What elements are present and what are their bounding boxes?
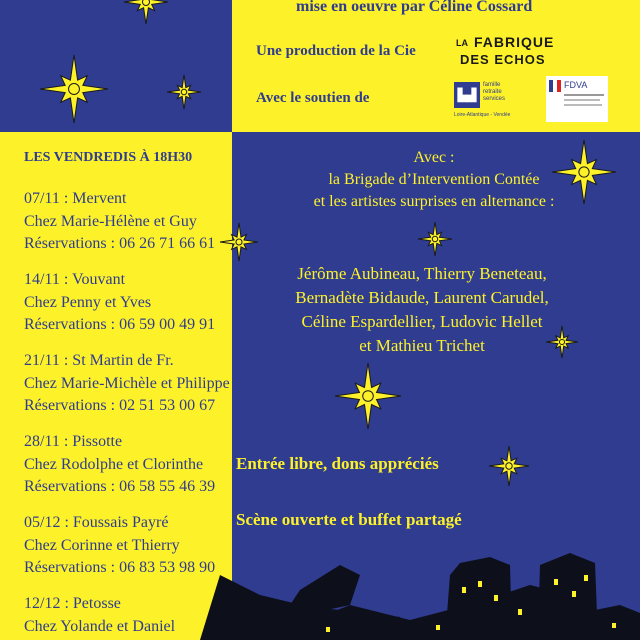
french-flag-icon <box>549 80 561 92</box>
cast-intro-line: la Brigade d’Intervention Contée <box>328 171 540 188</box>
star-icon <box>546 326 578 358</box>
event-reservation: Réservations : 06 58 55 46 39 <box>24 478 216 495</box>
event-date: 05/12 : Foussais Payré <box>24 514 169 531</box>
fdva-logo-line <box>564 104 602 106</box>
event-host: Chez Corinne et Thierry <box>24 537 180 554</box>
event-date: 14/11 : Vouvant <box>24 271 126 288</box>
artist-line: et Mathieu Trichet <box>359 336 485 355</box>
building-shape <box>595 605 640 640</box>
event-host: Chez Marie-Hélène et Guy <box>24 213 197 230</box>
fabrique-logo-line2: DES ECHOS <box>460 52 546 67</box>
star-icon <box>220 223 258 261</box>
event-reservation: Réservations : 06 59 00 49 91 <box>24 316 216 333</box>
event-reservation: Réservations : 06 83 53 98 90 <box>24 559 216 576</box>
tower-shape <box>538 553 598 640</box>
fabrique-logo-prefix: LA <box>456 38 468 48</box>
schedule-heading: LES VENDREDIS À 18H30 <box>24 150 193 165</box>
udaf-logo-text: famille retraite services <box>483 82 506 102</box>
udaf-logo-caption: Loire-Atlantique - Vendée <box>454 112 511 118</box>
event-host: Chez Penny et Yves <box>24 294 152 311</box>
event-date: 07/11 : Mervent <box>24 190 127 207</box>
artist-line: Jérôme Aubineau, Thierry Beneteau, <box>297 264 547 283</box>
event-date: 28/11 : Pissotte <box>24 433 123 450</box>
event-host: Chez Rodolphe et Clorinthe <box>24 456 204 473</box>
top-left-blue-panel <box>0 0 232 132</box>
artist-line: Céline Espardellier, Ludovic Hellet <box>301 312 543 331</box>
star-icon <box>489 446 529 486</box>
star-icon <box>167 75 201 109</box>
fdva-logo-text: FDVA <box>564 80 588 90</box>
star-icon <box>418 222 452 256</box>
cast-intro-line: Avec : <box>413 149 455 166</box>
fabrique-des-echos-logo <box>456 34 580 74</box>
artist-line: Bernadète Bidaude, Laurent Carudel, <box>295 288 549 307</box>
star-icon <box>40 55 108 123</box>
fabrique-logo-line1: FABRIQUE <box>474 34 555 50</box>
event-date: 12/12 : Petosse <box>24 595 121 612</box>
fdva-logo <box>546 76 608 122</box>
production-credit: Une production de la Cie <box>256 43 416 59</box>
udaf-logo <box>452 80 540 122</box>
udaf-logo-mark: ▙▟ <box>454 82 480 108</box>
direction-credit: mise en oeuvre par Céline Cossard <box>296 0 533 15</box>
cast-intro-line: et les artistes surprises en alternance : <box>313 193 555 210</box>
star-icon <box>552 140 616 204</box>
event-reservation: Réservations : 02 51 53 00 67 <box>24 397 216 414</box>
event-host: Chez Yolande et Daniel <box>24 618 176 635</box>
event-reservation: Réservations : 06 26 71 66 61 <box>24 235 216 252</box>
open-stage-text: Scène ouverte et buffet partagé <box>236 510 462 529</box>
village-silhouette <box>200 535 640 640</box>
fdva-logo-line <box>564 99 600 101</box>
event-date: 21/11 : St Martin de Fr. <box>24 352 174 369</box>
event-host: Chez Marie-Michèle et Philippe <box>24 375 230 392</box>
star-icon <box>124 0 168 24</box>
star-icon <box>335 363 401 429</box>
free-entry-text: Entrée libre, dons appréciés <box>236 454 439 473</box>
support-credit: Avec le soutien de <box>256 90 370 106</box>
fdva-logo-line <box>564 94 604 96</box>
